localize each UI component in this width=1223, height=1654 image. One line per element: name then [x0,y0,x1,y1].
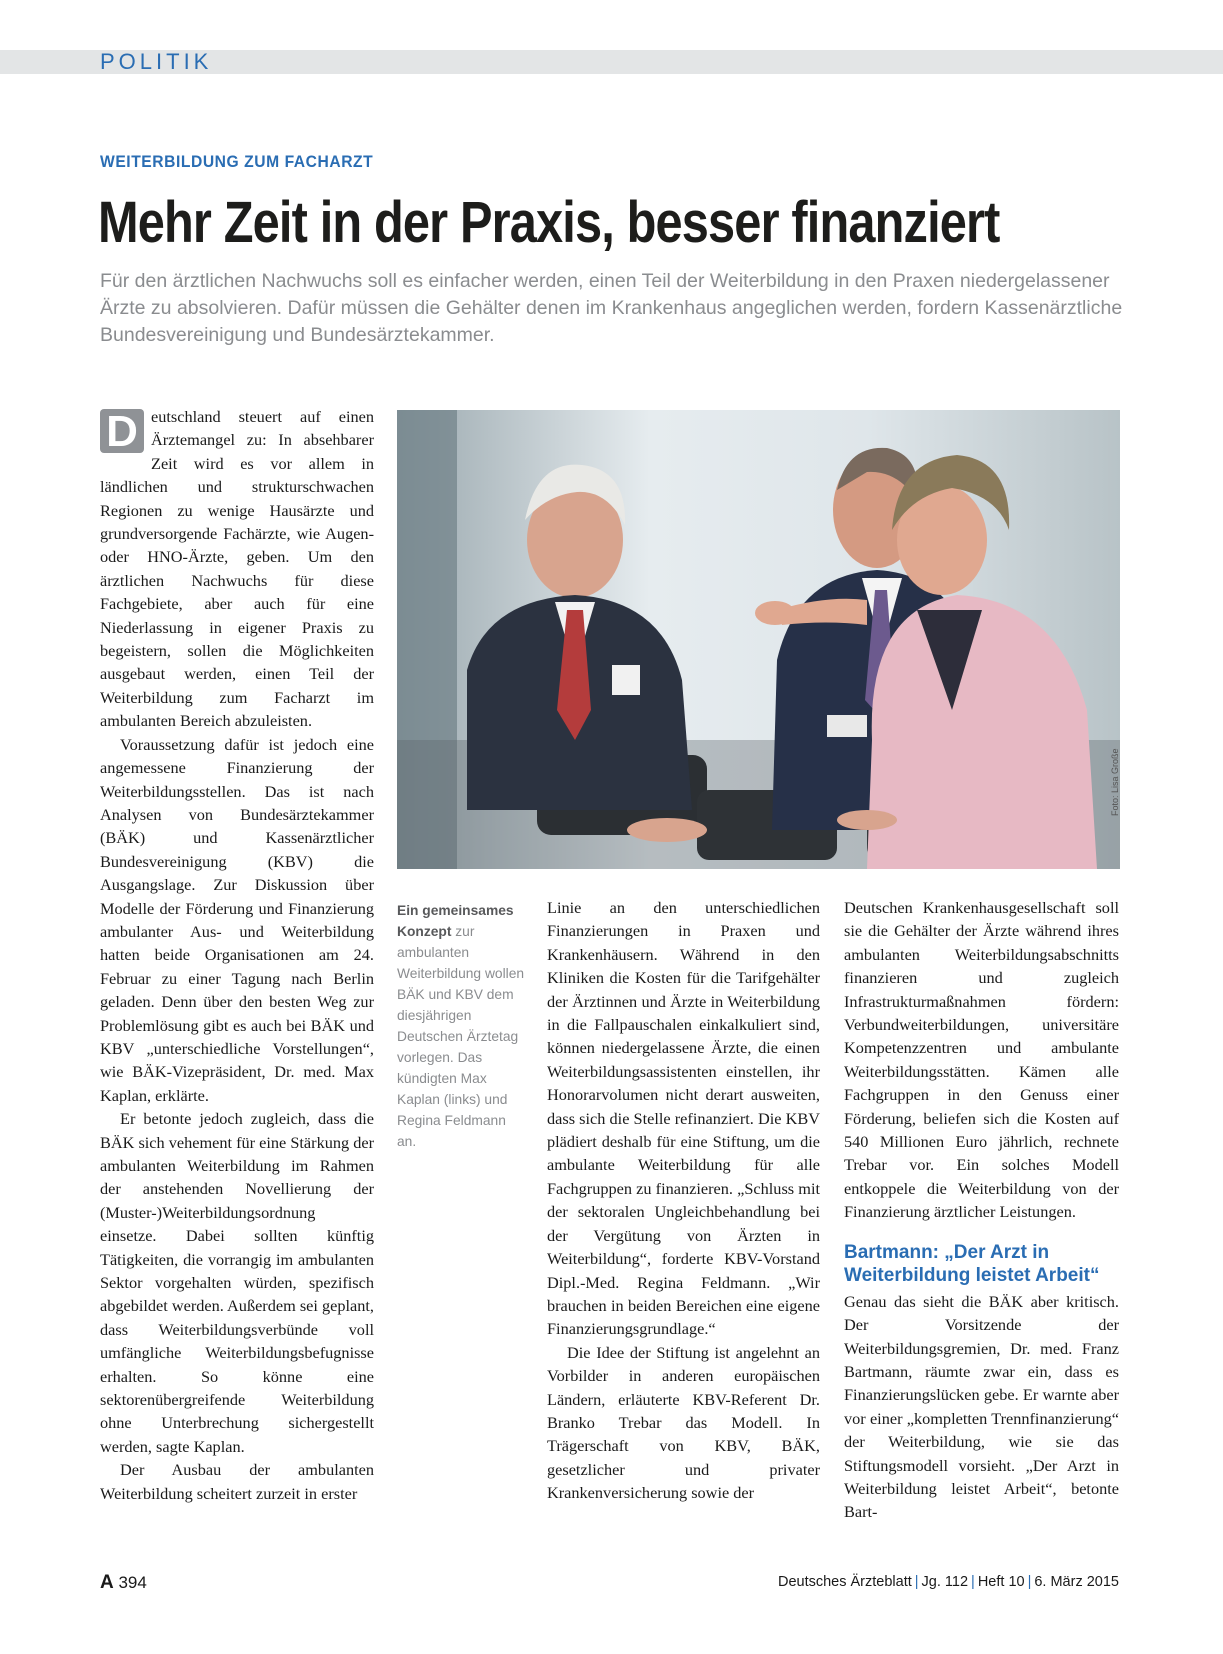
paragraph [100,405,374,733]
section-subhead: Bartmann: „Der Arzt in Weiterbildung leistet Arbeit“ [844,1241,1100,1286]
caption-lead: Ein gemeinsames Konzept [397,903,514,939]
photo-caption [397,900,527,1152]
photo-credit: Foto: Lisa Große [1110,748,1120,816]
separator: | [1027,1574,1032,1590]
text-column-1 [100,405,374,1505]
paragraph: Genau das sieht die BÄK aber kritisch. Der Vorsitzende der Weiterbildungsgremien, Dr. med. Franz Bartmann, räumte zwar ein, dass es Finanzierungslücken gebe. Er warnte aber vor einer „kompletten Trennfinanzierung“ der Weiterbildung, wie sie das Stiftungsmodell vorsieht. „Der Arzt in Weiterbildung leistet Arbeit“, betonte Bart- [844,1291,1119,1522]
journal-date: 6. März 2015 [1034,1574,1119,1590]
separator: | [971,1574,975,1590]
article-headline: Mehr Zeit in der Praxis, besser finanziert [98,190,1000,255]
paragraph: Er betonte jedoch zugleich, dass die BÄK sich vehement für eine Stärkung der ambulanten Weiterbildung im Rahmen der anstehenden Novellierung der (Muster-)Weiterbildungsordnung einsetze. Dabei sollten künftig Tätigkeiten, die vorrangig im ambulanten Sektor vorgehalten würden, spezifisch abgebildet werden. Außerdem sei geplant, dass Weiterbildungsverbünde voll umfängliche Weiterbildungsbefugnisse erhalten. So könne eine sektorenübergreifende Weiterbildung ohne Unterbrechung sichergestellt werden, sagte Kaplan. [100,1109,374,1456]
page-prefix: A [100,1572,114,1593]
paragraph: Voraussetzung dafür ist jedoch eine angemessene Finanzierung der Weiterbildungsstellen. Das ist nach Analysen von Bundesärztekammer (BÄK) und Kassenärztlicher Bundesvereinigung (KBV) die Ausgangslage. Zur Diskussion über Modelle der Förderung und Finanzierung ambulanter Aus- und Weiterbildung hatten beide Organisationen am 24. Februar zu einer Tagung nach Berlin geladen. Denn über den besten Weg zur Problemlösung gibt es auch bei BÄK und KBV „unterschiedliche Vorstellungen“, wie BÄK-Vizepräsident, Dr. med. Max Kaplan, erklärte. [100,734,374,1105]
photo-illustration [397,410,1120,869]
paragraph-text: eutschland steuert auf einen Ärztemangel zu: In absehbarer Zeit wird es vor allem in ländlichen und strukturschwachen Regionen zu wenige Hausärzte und grundversorgende Fachärzte, wie Augen- oder HNO-Ärzte, geben. Um den ärztlichen Nachwuchs für diese Fachgebiete, aber auch für eine Niederlassung in eigener Praxis zu begeistern, sollen die Möglichkeiten ausgebaut werden, einen Teil der Weiterbildung zum Facharzt im ambulanten Bereich abzuleisten. [100,407,374,731]
paragraph: Deutschen Krankenhausgesellschaft soll sie die Gehälter der Ärzte während ihres ambulanten Weiterbildungsabschnitts finanzieren und zugleich Infrastrukturmaßnahmen fördern: Verbundweiterbildungen, universitäre Kompetenzzentren und ambulante Weiterbildungsstätten. Kämen alle Fachgruppen in den Genuss einer Förderung, beliefen sich die Kosten auf 540 Millionen Euro jährlich, rechnete Trebar vor. Ein solches Modell entkoppele die Weiterbildung von der Finanzierung ärztlicher Leistungen. [844,898,1119,1222]
article-lead: Für den ärztlichen Nachwuchs soll es einfacher werden, einen Teil der Weiterbildung in den Praxen niedergelassener Ärzte zu absolvieren. Dafür müssen die Gehälter denen im Krankenhaus angeglichen werden, fordern Kassenärztliche Bundesvereinigung und Bundesärztekammer. [100,270,1123,346]
page-number-value: 394 [118,1573,147,1592]
journal-info [778,1574,1119,1590]
article-photo [397,410,1120,869]
drop-cap: D [100,409,144,453]
journal-volume: Jg. 112 [921,1574,969,1590]
section-rubric: POLITIK [100,49,213,74]
paragraph: Der Ausbau der ambulanten Weiterbildung scheitert zurzeit in erster [100,1460,374,1503]
page-number [100,1572,147,1594]
journal-issue: Heft 10 [977,1574,1025,1590]
article-kicker: WEITERBILDUNG ZUM FACHARZT [100,152,374,171]
separator: | [914,1574,919,1590]
caption-text: zur ambulanten Weiterbildung wollen BÄK und KBV dem diesjährigen Deutschen Ärztetag vorlegen. Das kündigten Max Kaplan (links) und Regina Feldmann an. [397,924,525,1149]
text-column-3 [844,896,1119,1524]
paragraph: Linie an den unterschiedlichen Finanzierungen in Praxen und Krankenhäusern. Während in den Kliniken die Kosten für die Tarifgehälter der Ärztinnen und Ärzte in Weiterbildung in die Fallpauschalen einkalkuliert sind, können niedergelassene Ärzte, die einen Weiterbildungsassistenten einstellen, ihr Honorarvolumen nicht derart ausweiten, dass sich die Stelle refinanziert. Die KBV plädiert deshalb für eine Stiftung, um die ambulante Weiterbildung für alle Fachgruppen zu finanzieren. „Schluss mit der sektoralen Ungleichbehandlung bei der Vergütung von Ärzten in Weiterbildung“, forderte KBV-Vorstand Dipl.-Med. Regina Feldmann. „Wir brauchen in beiden Bereichen eine eigene Finanzierungsgrundlage.“ [547,898,820,1339]
journal-name: Deutsches Ärzteblatt [777,1574,912,1590]
text-column-2 [547,896,820,1505]
paragraph: Die Idee der Stiftung ist angelehnt an Vorbilder in anderen europäischen Ländern, erläuterte KBV-Referent Dr. Branko Trebar das Modell. In Trägerschaft von KBV, BÄK, gesetzlicher und privater Krankenversicherung sowie der [547,1342,820,1503]
